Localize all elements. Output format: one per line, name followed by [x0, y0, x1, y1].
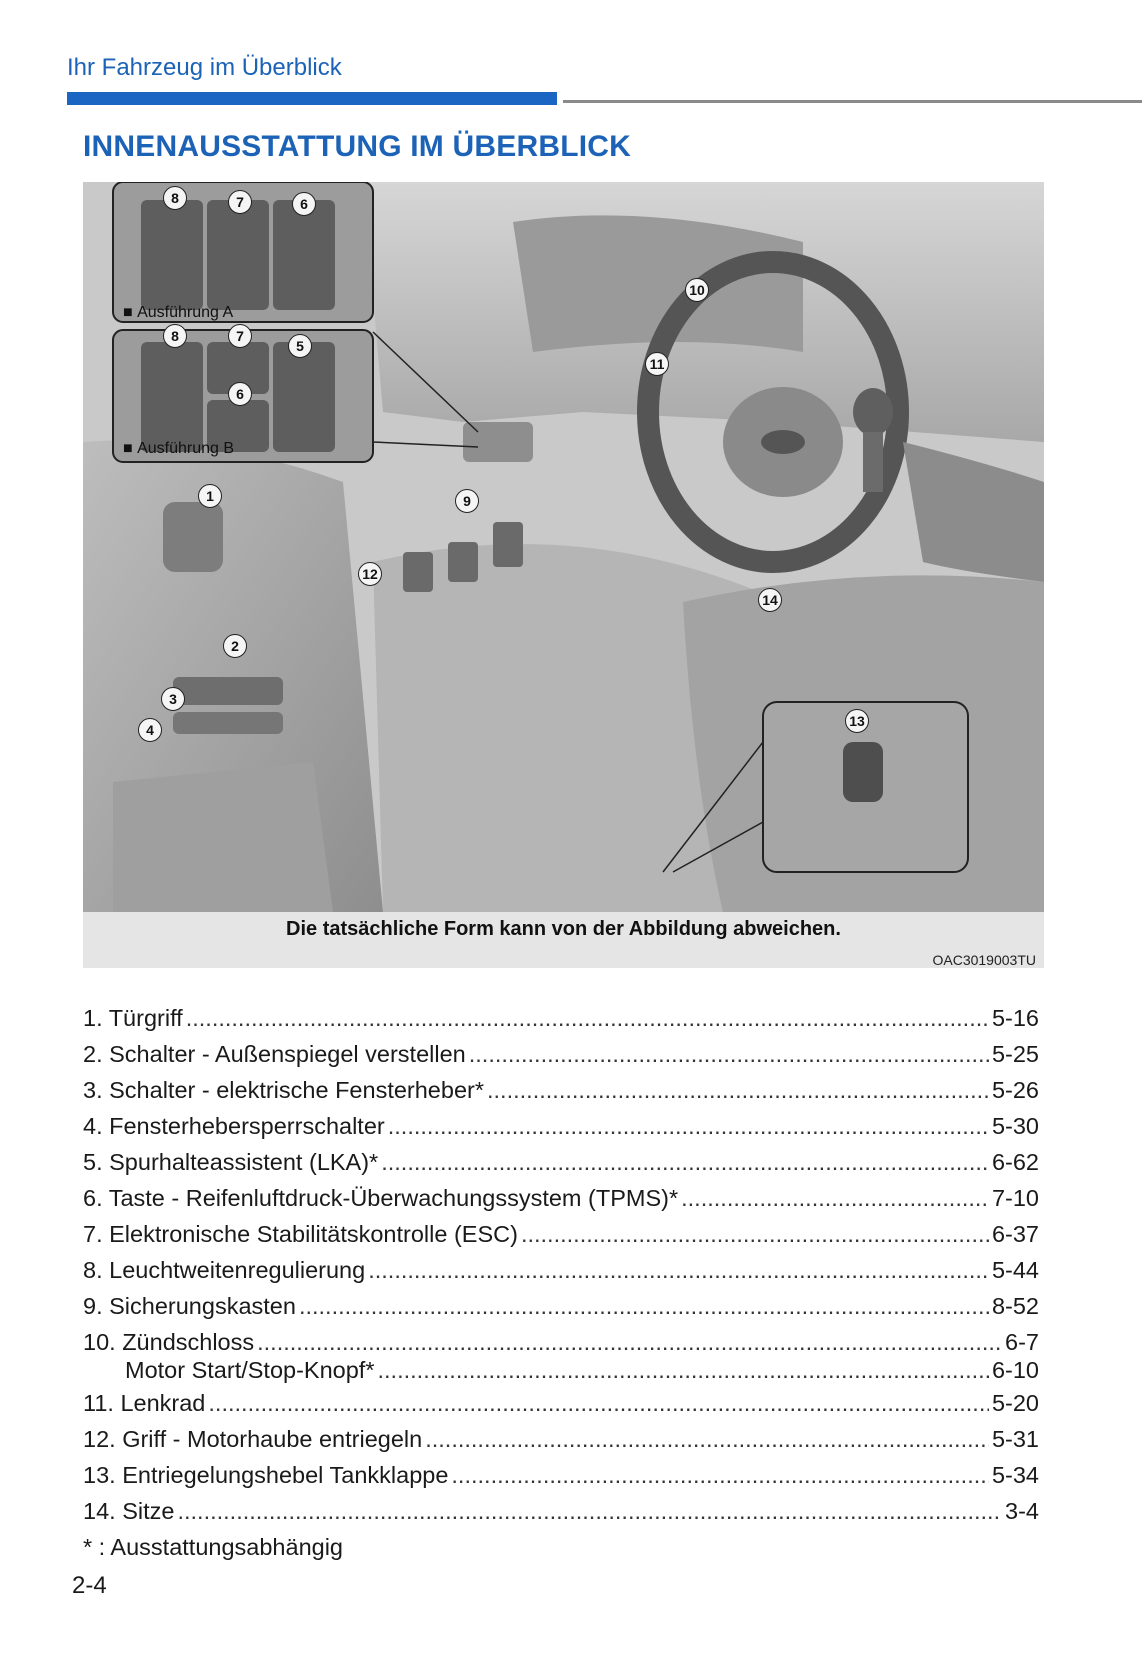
- interior-drawing: [83, 182, 1044, 912]
- inset-b-label: ■ Ausführung B: [123, 440, 235, 457]
- marker-1: 1: [198, 484, 222, 508]
- footnote: * : Ausstattungsabhängig: [83, 1534, 344, 1560]
- toc-item[interactable]: 9. Sicherungskasten ..... 8-52: [83, 1288, 1039, 1324]
- page-number: 2-4: [72, 1572, 107, 1599]
- toc-item[interactable]: 6. Taste - Reifenluftdruck-Überwachungssystem (TPMS)* ..... 7-10: [83, 1180, 1039, 1216]
- contents-list: [83, 1000, 1039, 1529]
- chapter-title: Ihr Fahrzeug im Überblick: [67, 54, 342, 81]
- marker-13: 13: [845, 709, 869, 733]
- marker-6b: 6: [228, 382, 252, 406]
- toc-item[interactable]: 1. Türgriff ..... 5-16: [83, 1000, 1039, 1036]
- toc-item[interactable]: 13. Entriegelungshebel Tankklappe ..... 5-34: [83, 1457, 1039, 1493]
- marker-11: 11: [645, 352, 669, 376]
- marker-12: 12: [358, 562, 382, 586]
- header-bar-blue: [67, 92, 557, 105]
- marker-8b: 8: [163, 324, 187, 348]
- marker-14: 14: [758, 588, 782, 612]
- toc-item[interactable]: 10. Zündschloss ..... 6-7: [83, 1324, 1039, 1360]
- marker-7a: 7: [228, 190, 252, 214]
- toc-item[interactable]: 12. Griff - Motorhaube entriegeln ..... 5-31: [83, 1421, 1039, 1457]
- toc-item[interactable]: 8. Leuchtweitenregulierung ..... 5-44: [83, 1252, 1039, 1288]
- toc-item[interactable]: 7. Elektronische Stabilitätskontrolle (ESC) ..... 6-37: [83, 1216, 1039, 1252]
- marker-9: 9: [455, 489, 479, 513]
- interior-illustration: [83, 182, 1044, 968]
- marker-8a: 8: [163, 186, 187, 210]
- marker-7b: 7: [228, 324, 252, 348]
- marker-6a: 6: [292, 192, 316, 216]
- figure-code: OAC3019003TU: [932, 952, 1036, 968]
- inset-a-label: ■ Ausführung A: [123, 304, 234, 321]
- figure-caption: Die tatsächliche Form kann von der Abbildung abweichen.: [286, 918, 841, 940]
- marker-4: 4: [138, 718, 162, 742]
- toc-item[interactable]: 3. Schalter - elektrische Fensterheber* ..... 5-26: [83, 1072, 1039, 1108]
- marker-10: 10: [685, 278, 709, 302]
- toc-item[interactable]: 2. Schalter - Außenspiegel verstellen ..... 5-25: [83, 1036, 1039, 1072]
- section-title: INNENAUSSTATTUNG IM ÜBERBLICK: [83, 130, 631, 163]
- toc-item[interactable]: 5. Spurhalteassistent (LKA)* ..... 6-62: [83, 1144, 1039, 1180]
- marker-3: 3: [161, 687, 185, 711]
- toc-item[interactable]: 4. Fensterhebersperrschalter ..... 5-30: [83, 1108, 1039, 1144]
- toc-item[interactable]: 14. Sitze ..... 3-4: [83, 1493, 1039, 1529]
- toc-item[interactable]: 11. Lenkrad ..... 5-20: [83, 1385, 1039, 1421]
- marker-2: 2: [223, 634, 247, 658]
- toc-subitem[interactable]: Motor Start/Stop-Knopf* ..... 6-10: [83, 1355, 1039, 1385]
- header-bar-gray: [563, 100, 1142, 103]
- marker-5: 5: [288, 334, 312, 358]
